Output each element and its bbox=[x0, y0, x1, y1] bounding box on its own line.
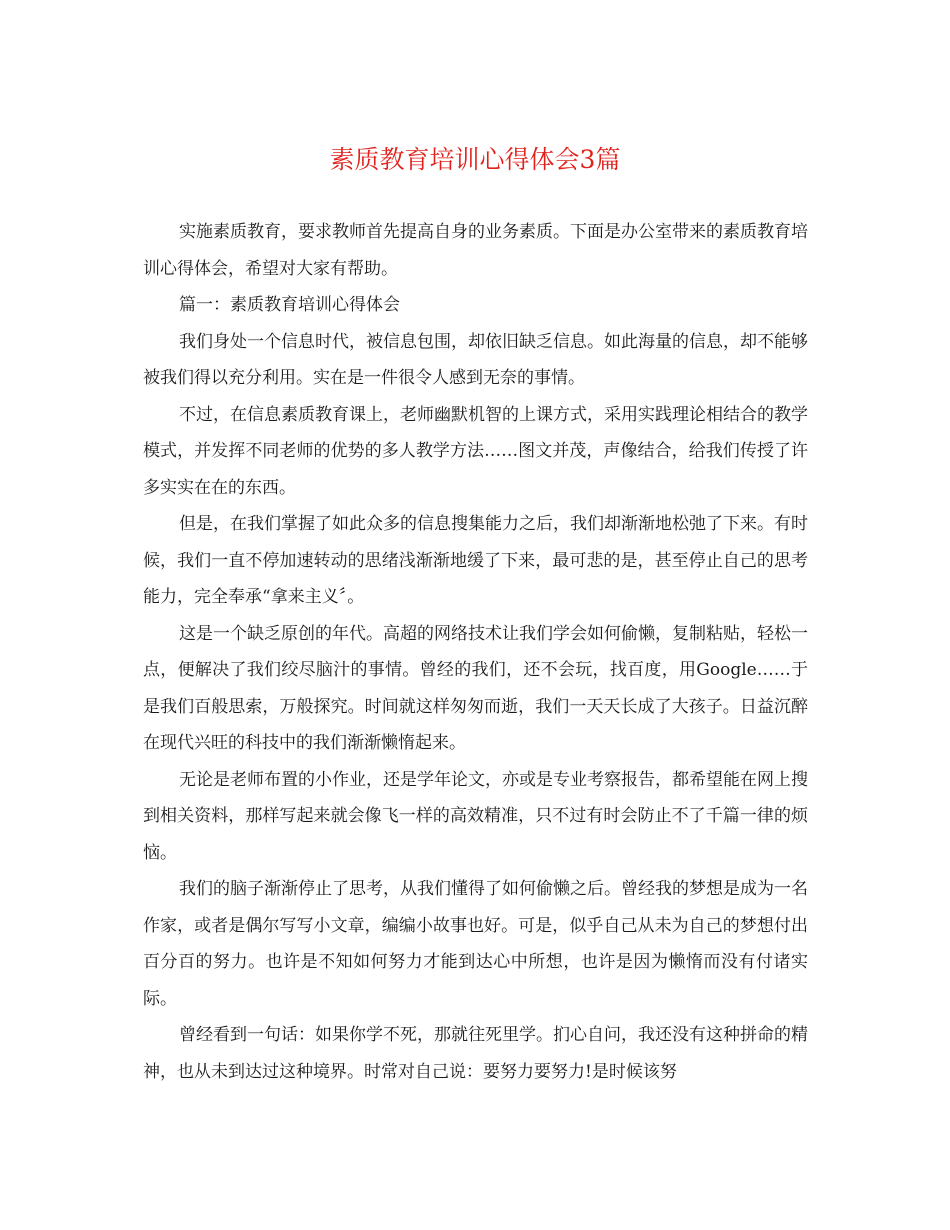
paragraph: 实施素质教育，要求教师首先提高自身的业务素质。下面是办公室带来的素质教育培训心得体会，希望对大家有帮助。 bbox=[143, 222, 808, 279]
document-body bbox=[143, 214, 808, 1090]
paragraph: 这是一个缺乏原创的年代。高超的网络技术让我们学会如何偷懒，复制粘贴，轻松一点，便解决了我们绞尽脑汁的事情。曾经的我们，还不会玩，找百度，用Google……于是我们百般思索，万般探究。时间就这样匆匆而逝，我们一天天长成了大孩子。日益沉醉在现代兴旺的科技中的我们渐渐懒惰起来。 bbox=[143, 623, 808, 753]
paragraph: 但是，在我们掌握了如此众多的信息搜集能力之后，我们却渐渐地松弛了下来。有时候，我们一直不停加速转动的思绪浅渐渐地缓了下来，最可悲的是，甚至停止自己的思考能力，完全奉承“拿来主义〞。 bbox=[143, 514, 808, 607]
paragraph: 不过，在信息素质教育课上，老师幽默机智的上课方式，采用实践理论相结合的教学模式，并发挥不同老师的优势的多人教学方法……图文并茂，声像结合，给我们传授了许多实实在在的东西。 bbox=[143, 404, 808, 498]
paragraph: 我们身处一个信息时代，被信息包围，却依旧缺乏信息。如此海量的信息，却不能够被我们得以充分利用。实在是一件很令人感到无奈的事情。 bbox=[143, 331, 808, 388]
section-heading: 篇一：素质教育培训心得体会 bbox=[179, 295, 400, 315]
paragraph: 曾经看到一句话：如果你学不死，那就往死里学。扪心自问，我还没有这种拼命的精神，也从未到达过这种境界。时常对自己说：要努力要努力!是时候该努 bbox=[143, 1025, 808, 1082]
paragraph: 我们的脑子渐渐停止了思考，从我们懂得了如何偷懒之后。曾经我的梦想是成为一名作家，或者是偶尔写写小文章，编编小故事也好。可是，似乎自己从未为自己的梦想付出百分百的努力。也许是不知如何努力才能到达心中所想，也许是因为懒惰而没有付诸实际。 bbox=[143, 879, 808, 1009]
document-title: 素质教育培训心得体会3篇 bbox=[329, 145, 621, 174]
paragraph: 无论是老师布置的小作业，还是学年论文，亦或是专业考察报告，都希望能在网上搜到相关资料，那样写起来就会像飞一样的高效精准，只不过有时会防止不了千篇一律的烦恼。 bbox=[143, 769, 808, 863]
